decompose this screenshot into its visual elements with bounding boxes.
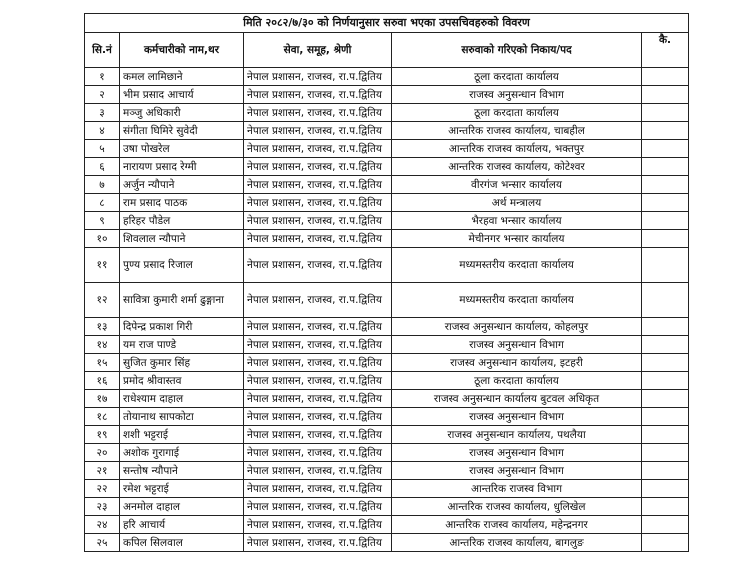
table-row (85, 158, 689, 176)
cell-office: ठूला करदाता कार्यालय (392, 104, 642, 122)
cell-service: नेपाल प्रशासन, राजस्व, रा.प.द्वितिय (244, 390, 392, 408)
cell-office: राजस्व अनुसन्धान विभाग (392, 336, 642, 354)
cell-remarks (642, 122, 689, 140)
cell-service: नेपाल प्रशासन, राजस्व, रा.प.द्वितिय (244, 480, 392, 498)
cell-office: राजस्व अनुसन्धान विभाग (392, 408, 642, 426)
cell-sn: १७ (85, 390, 120, 408)
cell-service: नेपाल प्रशासन, राजस्व, रा.प.द्वितिय (244, 426, 392, 444)
cell-remarks (642, 283, 689, 318)
cell-service: नेपाल प्रशासन, राजस्व, रा.प.द्वितिय (244, 444, 392, 462)
cell-sn: १९ (85, 426, 120, 444)
transfer-table (84, 13, 689, 552)
cell-office: राजस्व अनुसन्धान कार्यालय, कोहलपुर (392, 318, 642, 336)
cell-remarks (642, 516, 689, 534)
cell-remarks (642, 158, 689, 176)
cell-name: शिवलाल न्यौपाने (120, 230, 244, 248)
table-row (85, 283, 689, 318)
cell-service: नेपाल प्रशासन, राजस्व, रा.प.द्वितिय (244, 176, 392, 194)
cell-sn: २० (85, 444, 120, 462)
header-office: सरुवाको गरिएको निकाय/पद (392, 33, 642, 68)
cell-remarks (642, 86, 689, 104)
cell-sn: ७ (85, 176, 120, 194)
table-row (85, 444, 689, 462)
cell-service: नेपाल प्रशासन, राजस्व, रा.प.द्वितिय (244, 68, 392, 86)
cell-office: आन्तरिक राजस्व कार्यालय, कोटेश्वर (392, 158, 642, 176)
table-row (85, 408, 689, 426)
header-name: कर्मचारीको नाम,थर (120, 33, 244, 68)
cell-service: नेपाल प्रशासन, राजस्व, रा.प.द्वितिय (244, 408, 392, 426)
cell-office: आन्तरिक राजस्व कार्यालय, भक्तपुर (392, 140, 642, 158)
cell-office: ठूला करदाता कार्यालय (392, 68, 642, 86)
cell-sn: २२ (85, 480, 120, 498)
cell-name: यम राज पाण्डे (120, 336, 244, 354)
cell-name: प्रमोद श्रीवास्तव (120, 372, 244, 390)
cell-office: राजस्व अनुसन्धान कार्यालय बुटवल अधिकृत (392, 390, 642, 408)
header-row (85, 33, 689, 68)
table-row (85, 248, 689, 283)
cell-sn: १५ (85, 354, 120, 372)
cell-office: आन्तरिक राजस्व कार्यालय, महेन्द्रनगर (392, 516, 642, 534)
cell-sn: २४ (85, 516, 120, 534)
header-sn: सि.नं (85, 33, 120, 68)
cell-name: कमल लामिछाने (120, 68, 244, 86)
title-row (85, 14, 689, 33)
cell-service: नेपाल प्रशासन, राजस्व, रा.प.द्वितिय (244, 372, 392, 390)
cell-service: नेपाल प्रशासन, राजस्व, रा.प.द्वितिय (244, 462, 392, 480)
table-row (85, 498, 689, 516)
cell-service: नेपाल प्रशासन, राजस्व, रा.प.द्वितिय (244, 230, 392, 248)
cell-office: मध्यमस्तरीय करदाता कार्यालय (392, 283, 642, 318)
cell-office: ठूला करदाता कार्यालय (392, 372, 642, 390)
cell-remarks (642, 318, 689, 336)
cell-name: दिपेन्द्र प्रकाश गिरी (120, 318, 244, 336)
cell-service: नेपाल प्रशासन, राजस्व, रा.प.द्वितिय (244, 140, 392, 158)
table-row (85, 480, 689, 498)
table-row (85, 122, 689, 140)
cell-office: मेचीनगर भन्सार कार्यालय (392, 230, 642, 248)
cell-name: तोयानाथ सापकोटा (120, 408, 244, 426)
cell-service: नेपाल प्रशासन, राजस्व, रा.प.द्वितिय (244, 354, 392, 372)
cell-sn: २५ (85, 534, 120, 552)
cell-office: आन्तरिक राजस्व कार्यालय, बागलुङ (392, 534, 642, 552)
table-row (85, 426, 689, 444)
cell-sn: ४ (85, 122, 120, 140)
table-row (85, 336, 689, 354)
cell-office: राजस्व अनुसन्धान विभाग (392, 444, 642, 462)
cell-service: नेपाल प्रशासन, राजस्व, रा.प.द्वितिय (244, 516, 392, 534)
cell-service: नेपाल प्रशासन, राजस्व, रा.प.द्वितिय (244, 86, 392, 104)
cell-name: कपिल सिलवाल (120, 534, 244, 552)
table-row (85, 354, 689, 372)
cell-name: हरि आचार्य (120, 516, 244, 534)
cell-name: शशी भट्टराई (120, 426, 244, 444)
cell-service: नेपाल प्रशासन, राजस्व, रा.प.द्वितिय (244, 498, 392, 516)
cell-office: अर्थ मन्त्रालय (392, 194, 642, 212)
cell-name: उषा पोखरेल (120, 140, 244, 158)
cell-remarks (642, 212, 689, 230)
cell-remarks (642, 248, 689, 283)
cell-sn: ६ (85, 158, 120, 176)
cell-name: मञ्जु अधिकारी (120, 104, 244, 122)
table-row (85, 176, 689, 194)
table-row (85, 516, 689, 534)
cell-name: सुजित कुमार सिंह (120, 354, 244, 372)
cell-remarks (642, 480, 689, 498)
cell-remarks (642, 498, 689, 516)
cell-sn: १८ (85, 408, 120, 426)
cell-name: हरिहर पौडेल (120, 212, 244, 230)
cell-sn: ३ (85, 104, 120, 122)
cell-office: वीरगंज भन्सार कार्यालय (392, 176, 642, 194)
cell-name: रमेश भट्टराई (120, 480, 244, 498)
cell-remarks (642, 408, 689, 426)
table-row (85, 68, 689, 86)
cell-office: राजस्व अनुसन्धान विभाग (392, 462, 642, 480)
cell-remarks (642, 390, 689, 408)
cell-remarks (642, 194, 689, 212)
cell-service: नेपाल प्रशासन, राजस्व, रा.प.द्वितिय (244, 158, 392, 176)
cell-remarks (642, 462, 689, 480)
cell-name: राधेश्याम दाहाल (120, 390, 244, 408)
cell-office: आन्तरिक राजस्व कार्यालय, चाबहील (392, 122, 642, 140)
cell-name: पुण्य प्रसाद रिजाल (120, 248, 244, 283)
cell-remarks (642, 230, 689, 248)
cell-sn: ५ (85, 140, 120, 158)
cell-service: नेपाल प्रशासन, राजस्व, रा.प.द्वितिय (244, 534, 392, 552)
cell-sn: २१ (85, 462, 120, 480)
table-row (85, 104, 689, 122)
cell-name: अनमोल दाहाल (120, 498, 244, 516)
cell-name: सावित्रा कुमारी शर्मा ढुङ्गाना (120, 283, 244, 318)
table-row (85, 212, 689, 230)
cell-sn: २ (85, 86, 120, 104)
cell-office: राजस्व अनुसन्धान कार्यालय, इटहरी (392, 354, 642, 372)
cell-remarks (642, 426, 689, 444)
cell-office: भैरहवा भन्सार कार्यालय (392, 212, 642, 230)
cell-remarks (642, 176, 689, 194)
cell-sn: १३ (85, 318, 120, 336)
cell-remarks (642, 140, 689, 158)
cell-name: अर्जुन न्यौपाने (120, 176, 244, 194)
cell-sn: ९ (85, 212, 120, 230)
cell-service: नेपाल प्रशासन, राजस्व, रा.प.द्वितिय (244, 122, 392, 140)
cell-remarks (642, 354, 689, 372)
cell-sn: १६ (85, 372, 120, 390)
table-row (85, 86, 689, 104)
cell-office: राजस्व अनुसन्धान विभाग (392, 86, 642, 104)
cell-sn: १० (85, 230, 120, 248)
cell-sn: १४ (85, 336, 120, 354)
cell-service: नेपाल प्रशासन, राजस्व, रा.प.द्वितिय (244, 336, 392, 354)
table-row (85, 390, 689, 408)
cell-sn: १ (85, 68, 120, 86)
cell-name: नारायण प्रसाद रेग्मी (120, 158, 244, 176)
cell-remarks (642, 372, 689, 390)
cell-name: भीम प्रसाद आचार्य (120, 86, 244, 104)
table-row (85, 318, 689, 336)
header-service: सेवा, समूह, श्रेणी (244, 33, 392, 68)
cell-service: नेपाल प्रशासन, राजस्व, रा.प.द्वितिय (244, 194, 392, 212)
cell-sn: ८ (85, 194, 120, 212)
table-body (85, 68, 689, 552)
cell-sn: १२ (85, 283, 120, 318)
cell-remarks (642, 534, 689, 552)
table-row (85, 194, 689, 212)
table-row (85, 230, 689, 248)
cell-service: नेपाल प्रशासन, राजस्व, रा.प.द्वितिय (244, 283, 392, 318)
cell-office: राजस्व अनुसन्धान कार्यालय, पथलैया (392, 426, 642, 444)
cell-service: नेपाल प्रशासन, राजस्व, रा.प.द्वितिय (244, 248, 392, 283)
cell-office: आन्तरिक राजस्व विभाग (392, 480, 642, 498)
cell-service: नेपाल प्रशासन, राजस्व, रा.प.द्वितिय (244, 212, 392, 230)
cell-name: राम प्रसाद पाठक (120, 194, 244, 212)
cell-service: नेपाल प्रशासन, राजस्व, रा.प.द्वितिय (244, 104, 392, 122)
cell-sn: ११ (85, 248, 120, 283)
cell-office: आन्तरिक राजस्व कार्यालय, धुलिखेल (392, 498, 642, 516)
cell-remarks (642, 104, 689, 122)
table-title: मिति २०८२/७/३० को निर्णयानुसार सरुवा भएका उपसचिवहरुको विवरण (85, 14, 689, 33)
cell-remarks (642, 336, 689, 354)
cell-name: अशोक गुरागाई (120, 444, 244, 462)
cell-remarks (642, 68, 689, 86)
cell-office: मध्यमस्तरीय करदाता कार्यालय (392, 248, 642, 283)
cell-name: संगीता घिमिरे सुवेदी (120, 122, 244, 140)
table-row (85, 462, 689, 480)
cell-sn: २३ (85, 498, 120, 516)
cell-name: सन्तोष न्यौपाने (120, 462, 244, 480)
cell-remarks (642, 444, 689, 462)
table-row (85, 534, 689, 552)
table-row (85, 372, 689, 390)
cell-service: नेपाल प्रशासन, राजस्व, रा.प.द्वितिय (244, 318, 392, 336)
header-remarks: कै. (642, 33, 689, 68)
table-row (85, 140, 689, 158)
